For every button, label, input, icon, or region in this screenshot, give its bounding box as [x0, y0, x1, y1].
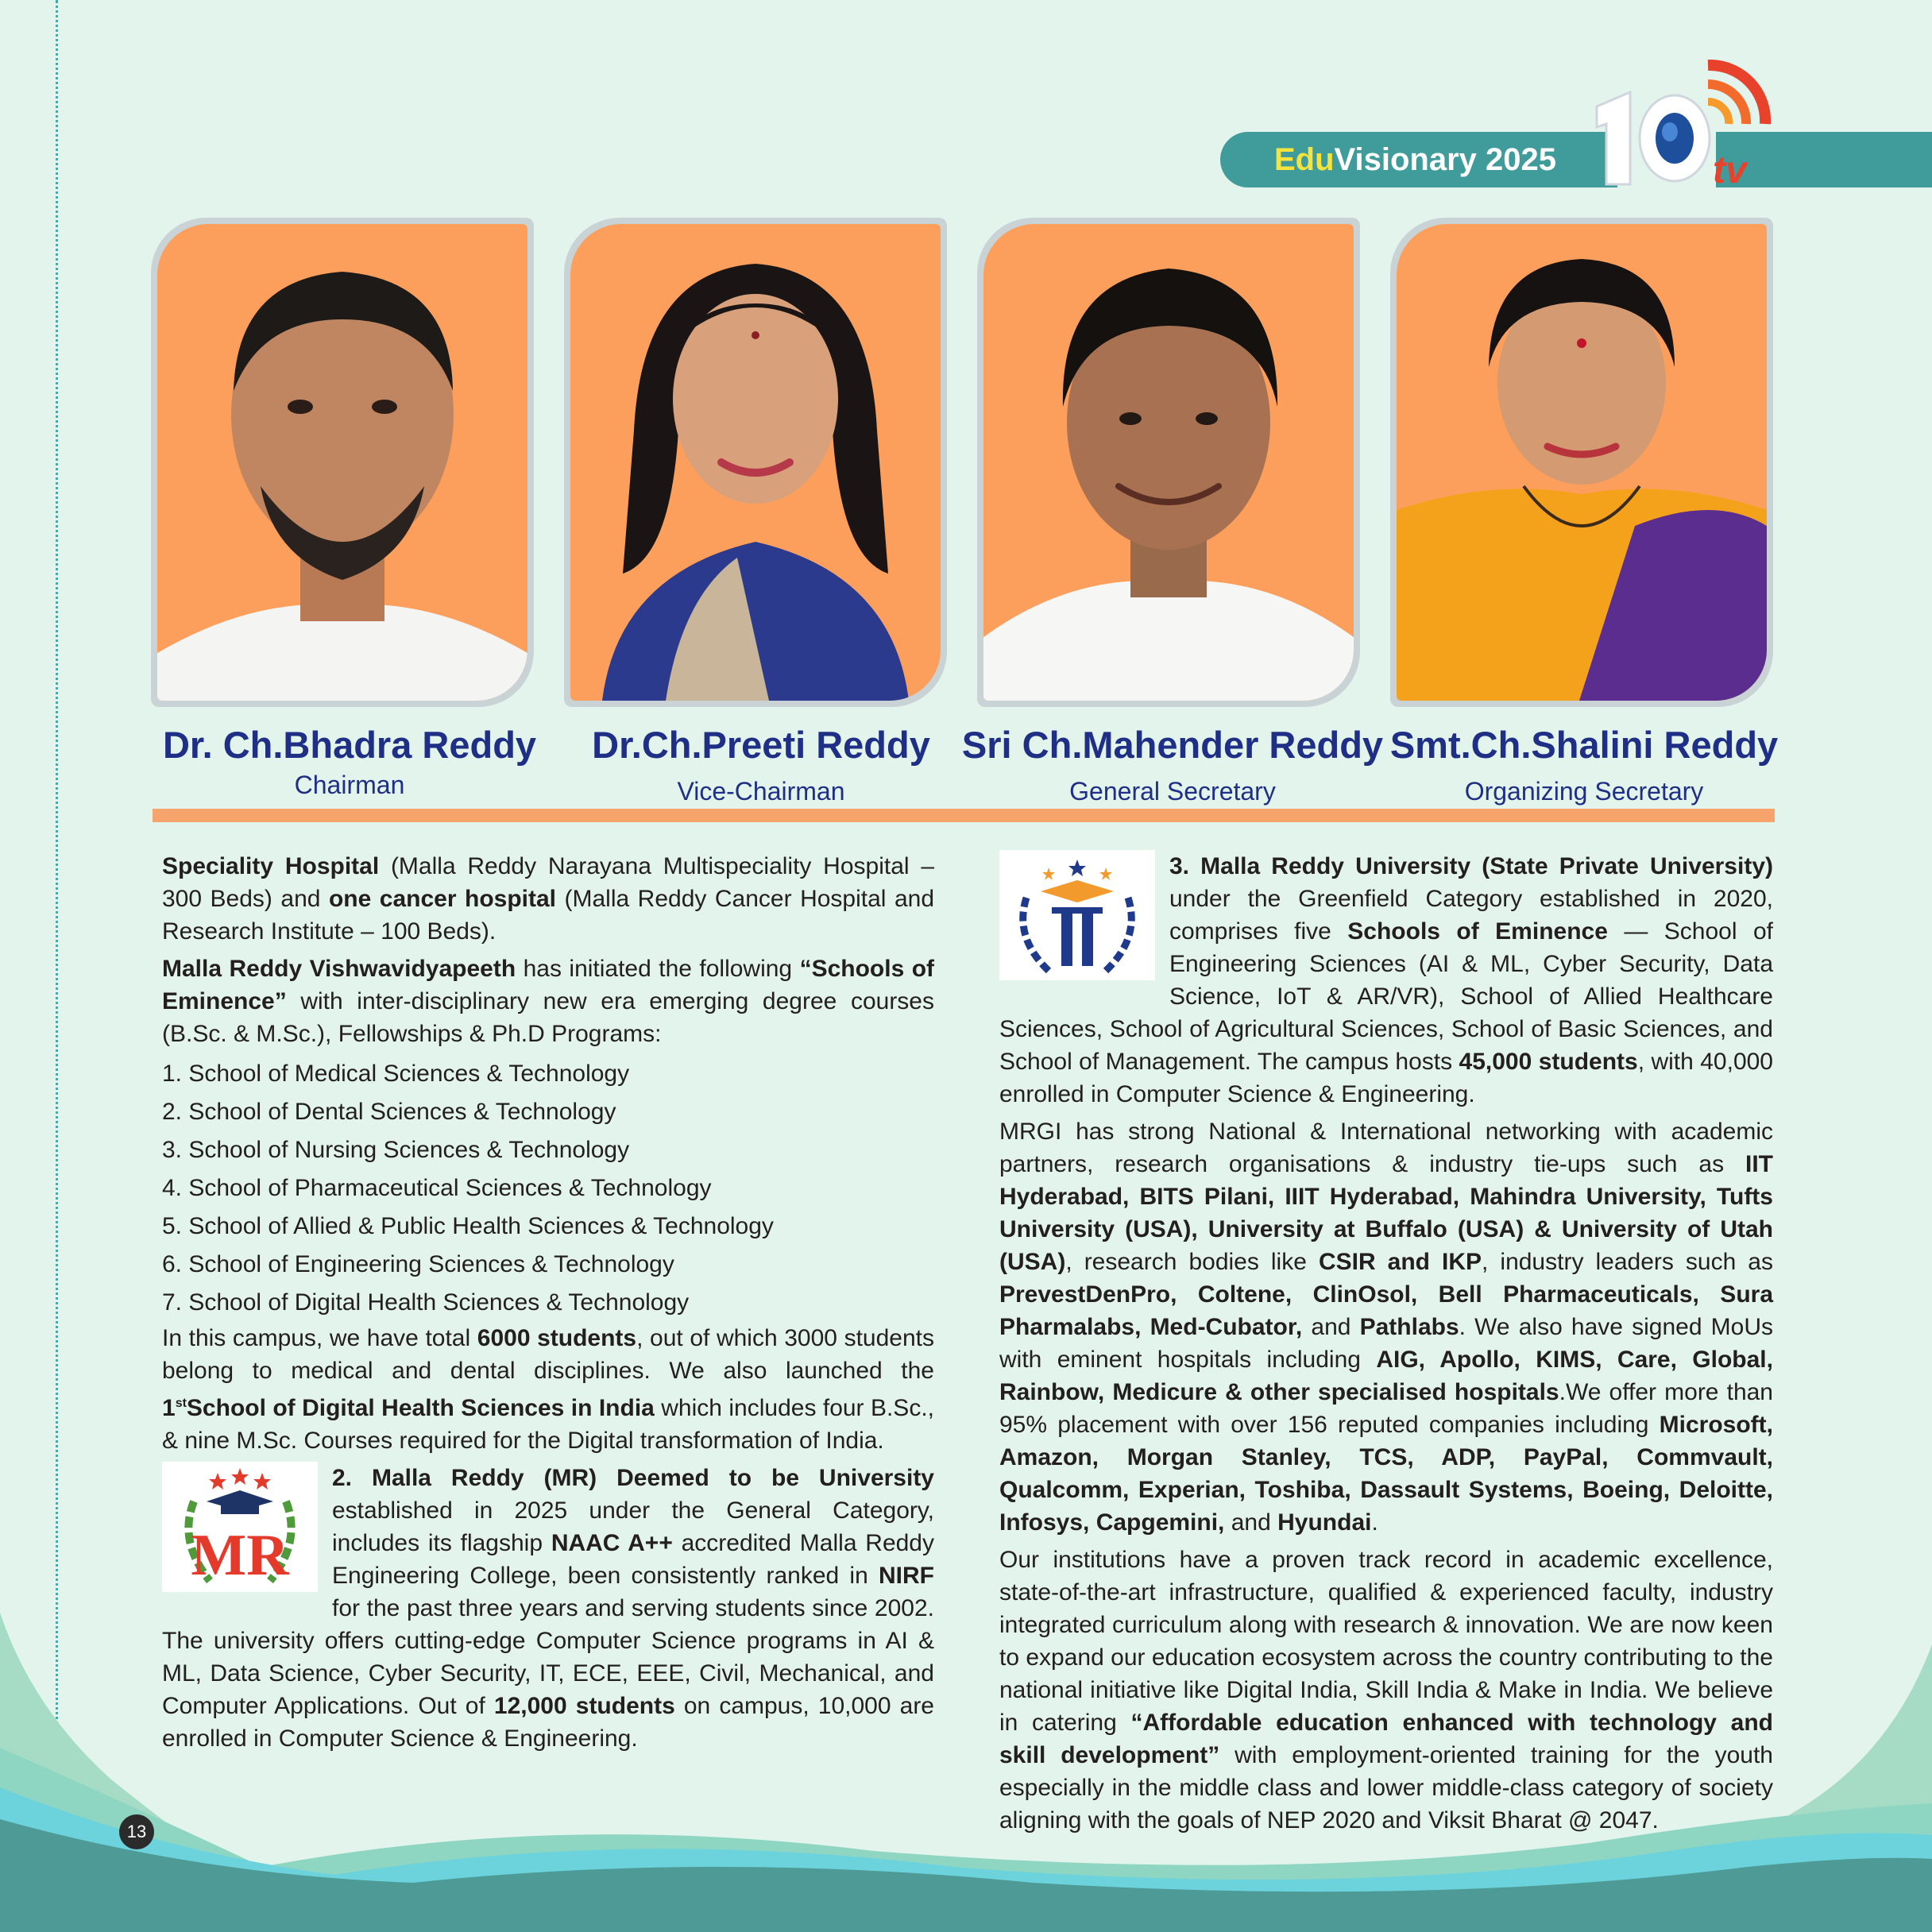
- list-item: 5. School of Allied & Public Health Sciences & Technology: [162, 1213, 774, 1239]
- portrait-organizing-secretary-photo: [1397, 224, 1767, 701]
- person-title-general-secretary: General Secretary: [1069, 777, 1276, 806]
- list-item: 1. School of Medical Sciences & Technology: [162, 1061, 630, 1087]
- margin-dotted-rule: [56, 0, 58, 1764]
- orange-divider: [153, 809, 1775, 822]
- track-record-paragraph: Our institutions have a proven track record in academic excellence, state-of-the-art infrastructure, qualified & experienced faculty, industry integrated curriculum along with research & innovation. We are now keen to expand our education ecosystem across the country contributing to the national initiative like Digital India, Skill India & Make in India. We believe in catering “Affordable education enhanced with technology and skill development” with employment-oriented training for the youth especially in the middle class and lower middle-class category of society aligning with the goals of NEP 2020 and Viksit Bharat @ 2047.: [999, 1547, 1774, 1833]
- person-name-general-secretary: Sri Ch.Mahender Reddy: [961, 724, 1384, 766]
- portrait-general-secretary-photo: [983, 224, 1354, 701]
- hospital-paragraph: Speciality Hospital (Malla Reddy Narayana Multispeciality Hospital – 300 Beds) and one cancer hospital (Malla Reddy Cancer Hospital and Research Institute – 100 Beds).: [162, 853, 935, 945]
- list-item: 2. School of Dental Sciences & Technology: [162, 1099, 616, 1125]
- list-item: 7. School of Digital Health Sciences & Technology: [162, 1289, 690, 1316]
- bottom-waves: [0, 1613, 1932, 1932]
- list-item: 6. School of Engineering Sciences & Technology: [162, 1251, 674, 1277]
- mr-university-logo: [162, 1462, 318, 1592]
- portrait-card-vice-chairman: [564, 218, 947, 707]
- list-item: 4. School of Pharmaceutical Sciences & Technology: [162, 1175, 712, 1201]
- schools-list: [162, 1055, 934, 1322]
- svg-text:MR: MR: [191, 1523, 289, 1588]
- university-paragraph: 3. Malla Reddy University (State Private University) under the Greenfield Category established in 2020, comprises five Schools of Eminence — School of Engineering Sciences (AI & ML, Cyber Security, Data Science, IoT & AR/VR), School of Allied Healthcare Sciences, School of Agricultural Sciences, School of Basic Sciences, and School of Management. The campus hosts 45,000 students, with 40,000 enrolled in Computer Science & Engineering.: [999, 850, 1773, 1111]
- portrait-chairman-photo: [157, 224, 527, 701]
- mr-state-university-logo: [999, 850, 1155, 980]
- portrait-card-organizing-secretary: [1390, 218, 1773, 707]
- networking-paragraph: MRGI has strong National & International networking with academic partners, research organisations & industry tie-ups such as IIT Hyderabad, BITS Pilani, IIIT Hyderabad, Mahindra University, Tufts University (USA), University at Buffalo (USA) & University of Utah (USA), research bodies like CSIR and IKP, industry leaders such as PrevestDenPro, Coltene, ClinOsol, Bell Pharmaceuticals, Sura Pharmalabs, Med-Cubator, and Pathlabs. We also have signed MoUs with eminent hospitals including AIG, Apollo, KIMS, Care, Global, Rainbow, Medicure & other specialised hospitals.We offer more than 95% placement with over 156 reputed companies including Microsoft, Amazon, Morgan Stanley, TCS, ADP, PayPal, Commvault, Qualcomm, Experian, Toshiba, Dassault Systems, Boeing, Deloitte, Infosys, Capgemini, and Hyundai.: [999, 1119, 1773, 1536]
- campus-paragraph: In this campus, we have total 6000 students, out of which 3000 students belong to medical and dental disciplines. We also launched the 1stSchool of Digital Health Sciences in India which includes four B.Sc., & nine M.Sc. Courses required for the Digital transformation of India.: [162, 1325, 934, 1454]
- page-number: 13: [119, 1814, 154, 1849]
- header-title-rest: Visionary 2025: [1334, 142, 1556, 177]
- portrait-card-chairman: [151, 218, 534, 707]
- vishwavidyapeeth-paragraph: Malla Reddy Vishwavidyapeeth has initiated the following “Schools of Eminence” with inter-disciplinary new era emerging degree courses (B.Sc. & M.Sc.), Fellowships & Ph.D Programs:: [162, 956, 935, 1047]
- portrait-vice-chairman-photo: [570, 224, 941, 701]
- person-title-chairman: Chairman: [294, 771, 405, 799]
- header-title: [1220, 132, 1617, 187]
- person-name-chairman: Dr. Ch.Bhadra Reddy: [162, 724, 537, 766]
- portrait-card-general-secretary: [977, 218, 1360, 707]
- header-title-prefix: Edu: [1274, 142, 1335, 177]
- list-item: 3. School of Nursing Sciences & Technology: [162, 1137, 630, 1163]
- deemed-university-paragraph: MR 2. Malla Reddy (MR) Deemed to be University established in 2025 under the General Category, includes its flagship NAAC A++ accredited Malla Reddy Engineering College, been consistently ranked in NIRF for the past three years and serving students since 2002. The university offers cutting-edge Computer Science programs in AI & ML, Data Science, Cyber Security, IT, ECE, EEE, Civil, Mechanical, and Computer Applications. Out of 12,000 students on campus, 10,000 are enrolled in Computer Science & Engineering.: [162, 1462, 934, 1755]
- person-title-vice-chairman: Vice-Chairman: [677, 777, 845, 806]
- person-name-organizing-secretary: Smt.Ch.Shalini Reddy: [1389, 724, 1779, 766]
- tv-logo: [1589, 51, 1779, 194]
- svg-text:tv: tv: [1713, 149, 1747, 191]
- person-title-organizing-secretary: Organizing Secretary: [1464, 777, 1704, 806]
- person-name-vice-chairman: Dr.Ch.Preeti Reddy: [592, 724, 930, 766]
